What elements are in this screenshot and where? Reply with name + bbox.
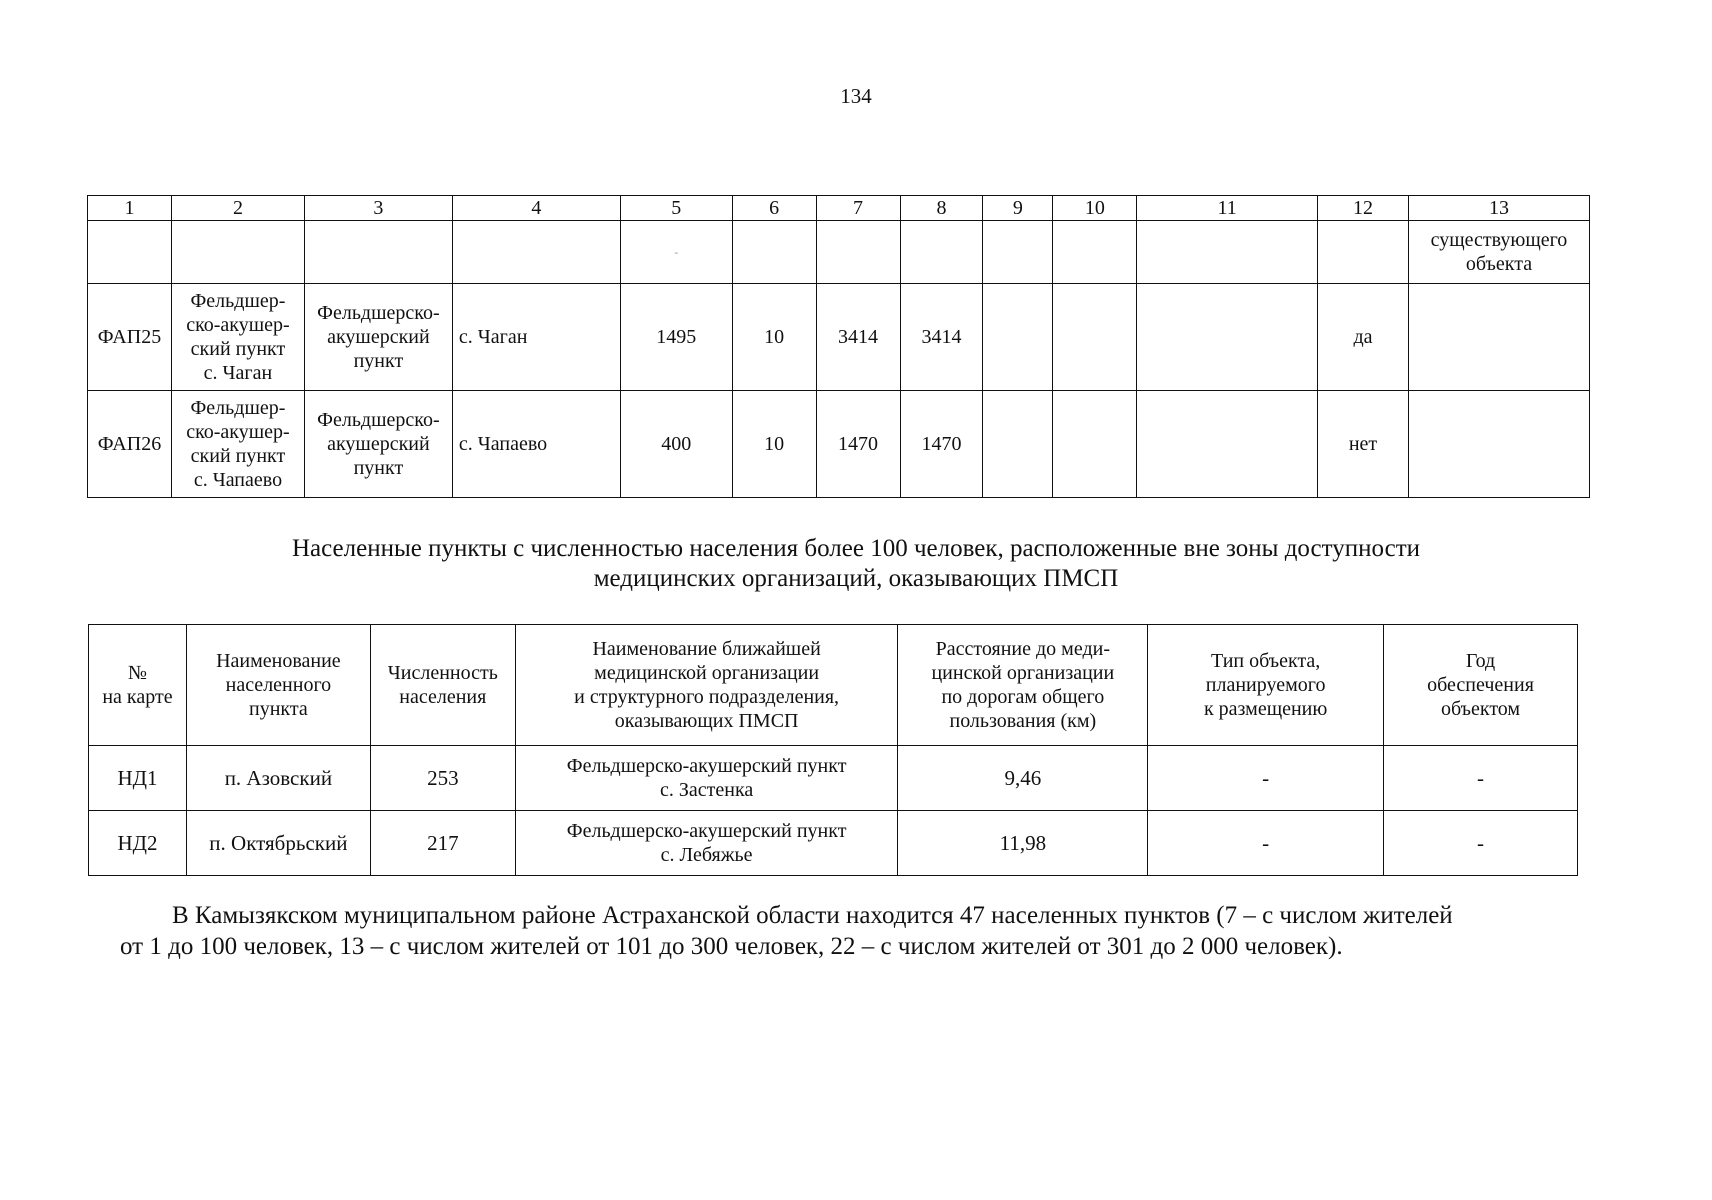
empty-cell xyxy=(171,221,304,284)
header-line: пользования (км) xyxy=(949,710,1097,732)
facility-type xyxy=(304,391,452,498)
value-cell: да xyxy=(1318,284,1409,391)
table2-header-row xyxy=(89,625,1578,746)
table-row xyxy=(88,391,1590,498)
column-number: 6 xyxy=(732,196,816,221)
text-line: ско-акушер- xyxy=(186,421,290,443)
value-cell: 1470 xyxy=(816,391,900,498)
header-line: населения xyxy=(399,686,487,708)
header-line: обеспечения xyxy=(1427,674,1534,696)
column-number: 11 xyxy=(1137,196,1318,221)
empty-cell xyxy=(1137,391,1318,498)
value-cell: 3414 xyxy=(900,284,983,391)
header-line: медицинской организации xyxy=(594,662,820,684)
header-nearest-organization xyxy=(515,625,898,746)
header-map-number xyxy=(89,625,187,746)
settlement-name: п. Октябрьский xyxy=(186,811,370,876)
text-line: Фельдшерско-акушерский пункт xyxy=(566,820,847,842)
facility-code: ФАП25 xyxy=(88,284,172,391)
text-line: акушерский xyxy=(327,433,430,455)
column-number: 10 xyxy=(1053,196,1137,221)
empty-cell xyxy=(1318,221,1409,284)
header-line: Расстояние до меди- xyxy=(935,638,1110,660)
facility-name xyxy=(171,391,304,498)
empty-cell xyxy=(1137,221,1318,284)
text-line: с. Застенка xyxy=(659,779,754,801)
table-row xyxy=(89,811,1578,876)
text-line: с. Лебяжье xyxy=(660,844,753,866)
column-number: 7 xyxy=(816,196,900,221)
column-number: 3 xyxy=(304,196,452,221)
paragraph-line: В Камызякском муниципальном районе Астраханской области находится 47 населенных пунктов (7 – с числом жителей xyxy=(172,902,1453,929)
empty-cell xyxy=(1053,221,1137,284)
empty-cell xyxy=(88,221,172,284)
text-line: ский пункт xyxy=(190,338,286,360)
facility-code: ФАП26 xyxy=(88,391,172,498)
column-number: 8 xyxy=(900,196,983,221)
facility-type xyxy=(304,284,452,391)
column-number: 1 xyxy=(88,196,172,221)
text-line: Фельдшерско- xyxy=(317,302,440,324)
settlements-table xyxy=(88,624,1578,876)
value-cell: 3414 xyxy=(816,284,900,391)
text-line: пункт xyxy=(353,350,404,372)
column-number: 12 xyxy=(1318,196,1409,221)
header-settlement-name xyxy=(186,625,370,746)
facilities-table xyxy=(87,195,1590,498)
header-population xyxy=(370,625,515,746)
map-number: НД1 xyxy=(89,746,187,811)
header-distance xyxy=(898,625,1148,746)
empty-cell xyxy=(983,391,1053,498)
text-line: Фельдшерско-акушерский пункт xyxy=(566,755,847,777)
text-line: ский пункт xyxy=(190,445,286,467)
value-cell: 1495 xyxy=(620,284,732,391)
empty-cell xyxy=(900,221,983,284)
text-line: пункт xyxy=(353,457,404,479)
header-line: на карте xyxy=(102,686,173,708)
object-type: - xyxy=(1148,746,1384,811)
text-line: Фельдшер- xyxy=(190,397,286,419)
text-line: ско-акушер- xyxy=(186,314,290,336)
facility-name xyxy=(171,284,304,391)
empty-cell xyxy=(1053,284,1137,391)
col13-subheader: существующего объекта xyxy=(1408,221,1589,284)
empty-cell xyxy=(816,221,900,284)
settlement-name: п. Азовский xyxy=(186,746,370,811)
empty-cell xyxy=(983,221,1053,284)
section-title-line: Населенные пункты с численностью населения более 100 человек, расположенные вне зоны доступности xyxy=(291,535,1421,562)
header-line: Год xyxy=(1465,650,1496,672)
column-number: 4 xyxy=(452,196,620,221)
table-row xyxy=(89,746,1578,811)
text-line: с. Чаган xyxy=(203,362,273,384)
header-line: пункта xyxy=(249,698,308,720)
page-number: 134 xyxy=(840,84,872,108)
empty-cell xyxy=(1408,391,1589,498)
object-type: - xyxy=(1148,811,1384,876)
empty-cell xyxy=(1408,284,1589,391)
empty-cell xyxy=(452,221,620,284)
value-cell: 10 xyxy=(732,391,816,498)
table1-subheader-row xyxy=(88,221,1590,284)
header-line: № xyxy=(127,662,147,684)
empty-cell xyxy=(1053,391,1137,498)
stray-mark: - xyxy=(620,221,732,284)
text-line: с. Чапаево xyxy=(193,469,283,491)
summary-paragraph xyxy=(120,900,1596,962)
column-number: 2 xyxy=(171,196,304,221)
nearest-organization xyxy=(515,811,898,876)
year: - xyxy=(1384,811,1578,876)
header-line: цинской организации xyxy=(931,662,1115,684)
year: - xyxy=(1384,746,1578,811)
value-cell: 10 xyxy=(732,284,816,391)
header-line: Наименование ближайшей xyxy=(592,638,821,660)
facility-location: с. Чапаево xyxy=(452,391,620,498)
population: 217 xyxy=(370,811,515,876)
text-line: Фельдшерско- xyxy=(317,409,440,431)
empty-cell xyxy=(1137,284,1318,391)
distance: 9,46 xyxy=(898,746,1148,811)
nearest-organization xyxy=(515,746,898,811)
header-line: по дорогам общего xyxy=(941,686,1105,708)
empty-cell xyxy=(304,221,452,284)
header-line: Численность xyxy=(387,662,498,684)
header-line: планируемого xyxy=(1205,674,1326,696)
header-object-type xyxy=(1148,625,1384,746)
empty-cell xyxy=(732,221,816,284)
header-line: и структурного подразделения, xyxy=(574,686,840,708)
header-line: оказывающих ПМСП xyxy=(614,710,799,732)
facility-location: с. Чаган xyxy=(452,284,620,391)
header-year xyxy=(1384,625,1578,746)
paragraph-line: от 1 до 100 человек, 13 – с числом жителей от 101 до 300 человек, 22 – с числом жителей от 301 до 2 000 человек). xyxy=(120,933,1343,960)
distance: 11,98 xyxy=(898,811,1148,876)
text-line: акушерский xyxy=(327,326,430,348)
table-row xyxy=(88,284,1590,391)
header-line: Тип объекта, xyxy=(1210,650,1321,672)
value-cell: нет xyxy=(1318,391,1409,498)
empty-cell xyxy=(983,284,1053,391)
header-line: к размещению xyxy=(1203,698,1328,720)
value-cell: 1470 xyxy=(900,391,983,498)
section-title xyxy=(0,534,1712,594)
map-number: НД2 xyxy=(89,811,187,876)
header-line: Наименование xyxy=(216,650,341,672)
header-line: населенного xyxy=(225,674,332,696)
column-number: 9 xyxy=(983,196,1053,221)
population: 253 xyxy=(370,746,515,811)
value-cell: 400 xyxy=(620,391,732,498)
section-title-line: медицинских организаций, оказывающих ПМСП xyxy=(593,565,1119,592)
table1-column-numbers xyxy=(88,196,1590,221)
text-line: Фельдшер- xyxy=(190,290,286,312)
column-number: 5 xyxy=(620,196,732,221)
column-number: 13 xyxy=(1408,196,1589,221)
header-line: объектом xyxy=(1440,698,1521,720)
